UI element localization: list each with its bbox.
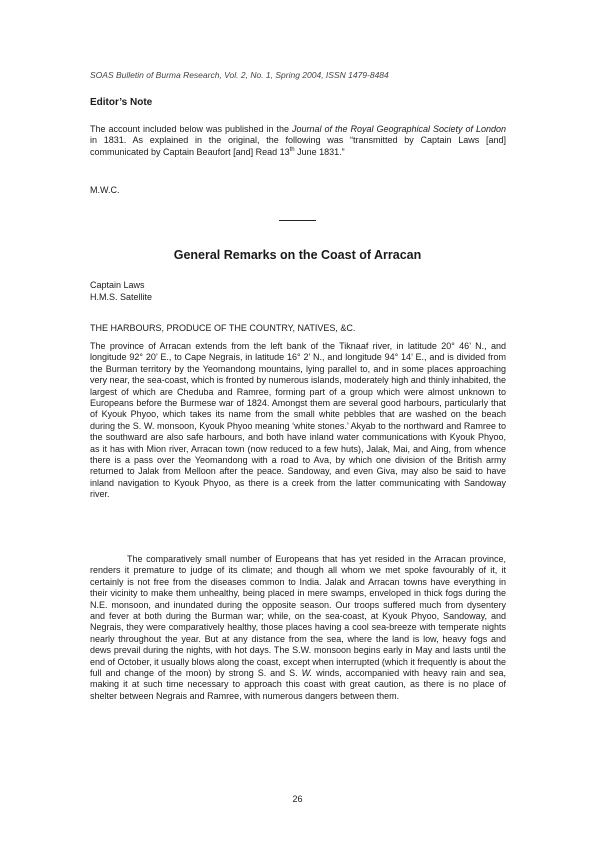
section-divider [279,220,316,221]
ordinal-suffix: th [289,146,295,153]
page-number: 26 [292,794,303,804]
editors-note-title: Editor’s Note [90,97,153,108]
paragraph-2-text-b: winds, accompanied with heavy rain and sea, making it at such time necessary to approach this coast with great caution, as there is no place of shelter between Negrais and Ramree, with numerous dangers between them. [90,668,507,701]
body-paragraph-1: The province of Arracan extends from the left bank of the Tiknaaf river, in latitude 20° 46’ N., and longitude 92° 20’ E., to Cape Negrais, in latitude 16° 2’ N., and longitude 94° 14’ E., and is divided from the Burman territory by the Yeomandong mountains, lying parallel to, and in some places approaching very near, the sea-coast, which is fronted by numerous islands, moderately high and thinly inhabited, the largest of which are Cheduba and Ramree, forming part of a group which were almost unknown to Europeans before the Burmese war of 1824. Amongst them are several good harbours, particularly that of Kyouk Phyoo, which takes its name from the small white pebbles that are washed on the beach during the S. W. monsoon, Kyouk Phyoo meaning ‘white stones.’ Akyab to the northward and Ramree to the southward are also safe harbours, and both have inland water communications with Kyouk Phyoo, as it has with Mion river, Arracan town (now reduced to a few huts), Jalak, Mai, and Aing, from whence there is a pass over the Yeomandong with a road to Ava, by which one division of the British army returned to Jalak from Melloon after the peace. Sandoway, and even Giva, may also be said to have inland navigation to Kyouk Phyoo, as there is a creek from the latter communicating with Sandoway river. [90,341,506,500]
paragraph-2-text-a: The comparatively small number of Europeans that has yet resided in the Arracan province, renders it premature to judge of its climate; and though all whom we met spoke favourably of it, it certainly is not free from the diseases common to India. Jalak and Arracan towns have everything in their vicinity to make them unhealthy, being placed in mere swamps, enveloped in thick fogs during the N.E. monsoon, and inundated during the opposite season. Our troops suffered much from dysentery and fever at both during the Burman war; while, on the sea-coast, at Kyouk Phyoo, Sandoway, and Negrais, they were comparatively healthy, those places having a cool sea-breeze with temperate nights nearly throughout the year. But at any distance from the sea, where the land is low, heavy fogs and dews prevail during the nights, with hot days. The S.W. monsoon begins early in May and lasts until the end of October, it usually blows along the coast, except when interrupted (which it frequently is about the full and change of the moon) by strong S. and S. [90,554,506,679]
editors-note-text-1: The account included below was published in the [90,124,292,134]
section-heading: THE HARBOURS, PRODUCE OF THE COUNTRY, NATIVES, &C. [90,323,356,333]
editors-note-text [90,124,506,158]
journal-name: Journal of the Royal Geographical Society of London [291,124,506,134]
author-block [90,279,152,303]
editors-note-text-2: in 1831. As explained in the original, the following was “transmitted by Captain Laws [and] communicated by Captain Beaufort [and] Read 13 [90,135,506,157]
body-paragraph-2 [90,554,506,702]
journal-citation: SOAS Bulletin of Burma Research, Vol. 2, No. 1, Spring 2004, ISSN 1479-8484 [90,70,389,80]
editor-initials: M.W.C. [90,185,120,195]
article-title: General Remarks on the Coast of Arracan [173,248,422,262]
author-ship: H.M.S. Satellite [90,292,153,302]
author-name: Captain Laws [90,280,145,290]
paragraph-2-italic: W. [301,668,313,679]
editors-note-text-3: June 1831.” [294,146,345,157]
